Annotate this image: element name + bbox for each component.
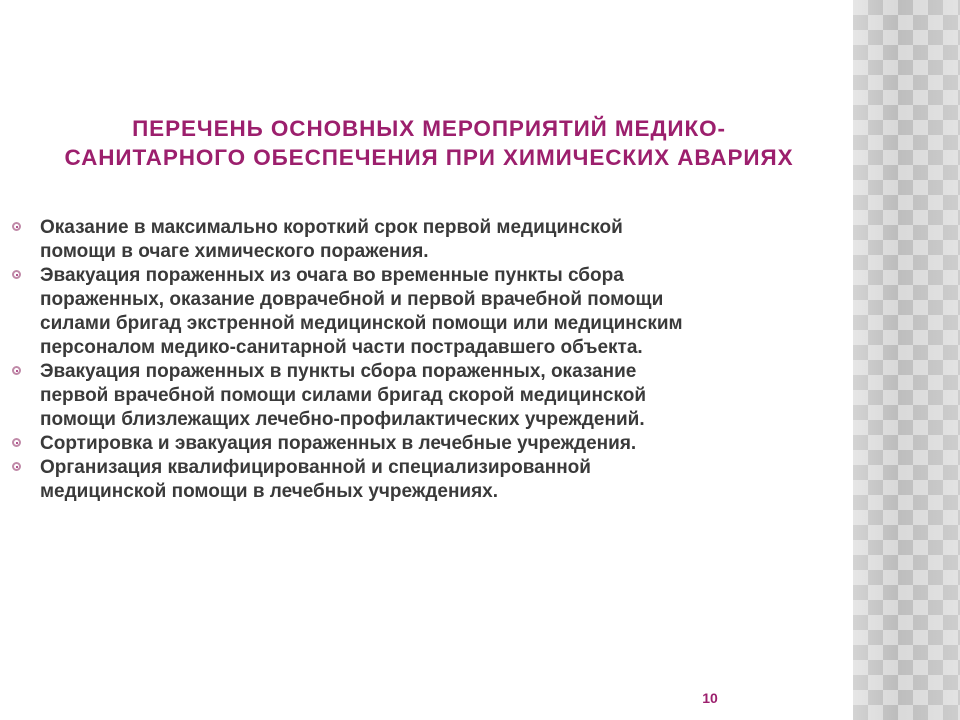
- page-number: 10: [702, 690, 718, 706]
- ring-bullet-icon: [12, 270, 21, 279]
- bullet-item: [12, 456, 852, 504]
- bullet-line: силами бригад экстренной медицинской помощи или медицинским: [40, 313, 683, 334]
- bullet-item: [12, 360, 852, 432]
- bullet-line: Оказание в максимально короткий срок первой медицинской: [40, 217, 623, 238]
- bullet-line: Сортировка и эвакуация пораженных в лечебные учреждения.: [40, 433, 637, 454]
- ring-bullet-icon: [12, 222, 21, 231]
- bullet-line: первой врачебной помощи силами бригад скорой медицинской: [40, 385, 647, 406]
- bullet-line: пораженных, оказание доврачебной и первой врачебной помощи: [40, 289, 664, 310]
- ring-bullet-icon: [12, 438, 21, 447]
- ring-bullet-icon: [12, 462, 21, 471]
- decorative-side-band: [853, 0, 960, 720]
- bullet-line: помощи близлежащих лечебно-профилактических учреждений.: [40, 409, 645, 430]
- bullet-line: Организация квалифицированной и специализированной: [40, 457, 591, 478]
- bullet-item: [12, 216, 852, 264]
- bullet-line: медицинской помощи в лечебных учреждениях.: [40, 481, 499, 502]
- bullet-line: Эвакуация пораженных в пункты сбора пораженных, оказание: [40, 361, 637, 382]
- title-line-1: ПЕРЕЧЕНЬ ОСНОВНЫХ МЕРОПРИЯТИЙ МЕДИКО-: [132, 116, 726, 141]
- title-line-2: САНИТАРНОГО ОБЕСПЕЧЕНИЯ ПРИ ХИМИЧЕСКИХ АВАРИЯХ: [64, 145, 794, 170]
- bullet-item: [12, 264, 852, 360]
- bullet-item: [12, 432, 852, 456]
- ring-bullet-icon: [12, 366, 21, 375]
- bullet-line: помощи в очаге химического поражения.: [40, 241, 429, 262]
- bullet-line: персоналом медико-санитарной части пострадавшего объекта.: [40, 337, 643, 358]
- bullet-list: [12, 216, 852, 504]
- bullet-line: Эвакуация пораженных из очага во временные пункты сбора: [40, 265, 624, 286]
- slide-title: [10, 114, 848, 172]
